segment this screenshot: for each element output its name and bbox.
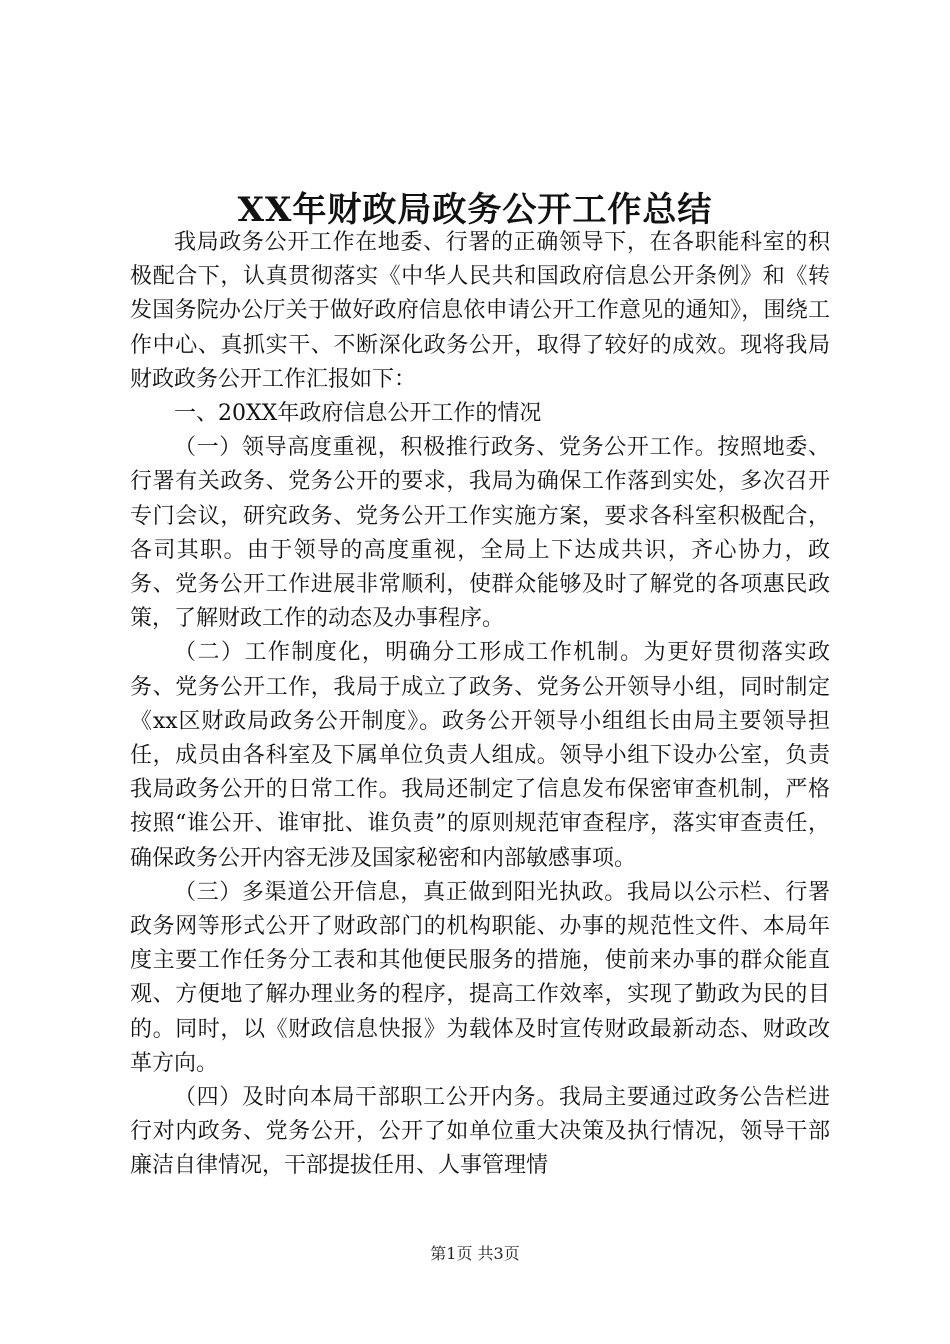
document-body: [130, 226, 830, 1184]
paragraph-item-1: （一）领导高度重视，积极推行政务、党务公开工作。按照地委、行署有关政务、党务公开的要求，我局为确保工作落到实处，多次召开专门会议，研究政务、党务公开工作实施方案，要求各科室积极配合，各司其职。由于领导的高度重视，全局上下达成共识，齐心协力，政务、党务公开工作进展非常顺利，使群众能够及时了解党的各项惠民政策，了解财政工作的动态及办事程序。: [130, 435, 830, 632]
paragraph-item-3: （三）多渠道公开信息，真正做到阳光执政。我局以公示栏、行署政务网等形式公开了财政部门的机构职能、办事的规范性文件、本局年度主要工作任务分工表和其他便民服务的措施，使前来办事的群众能直观、方便地了解办理业务的程序，提高工作效率，实现了勤政为民的目的。同时，以《财政信息快报》为载体及时宣传财政最新动态、财政改革方向。: [130, 879, 830, 1076]
page-footer: 第1页 共3页: [430, 1244, 520, 1263]
document-title: XX年财政局政务公开工作总结: [237, 190, 713, 230]
paragraph-item-2: （二）工作制度化，明确分工形成工作机制。为更好贯彻落实政务、党务公开工作，我局于成立了政务、党务公开领导小组，同时制定《xx区财政局政务公开制度》。政务公开领导小组组长由局主要领导担任，成员由各科室及下属单位负责人组成。领导小组下设办公室，负责我局政务公开的日常工作。我局还制定了信息发布保密审查机制，严格按照“谁公开、谁审批、谁负责”的原则规范审查程序，落实审查责任，确保政务公开内容无涉及国家秘密和内部敏感事项。: [130, 640, 830, 871]
paragraph-intro: 我局政务公开工作在地委、行署的正确领导下，在各职能科室的积极配合下，认真贯彻落实《中华人民共和国政府信息公开条例》和《转发国务院办公厅关于做好政府信息依申请公开工作意见的通知》，围绕工作中心、真抓实干、不断深化政务公开，取得了较好的成效。现将我局财政政务公开工作汇报如下：: [130, 230, 830, 392]
paragraph-item-4: （四）及时向本局干部职工公开内务。我局主要通过政务公告栏进行对内政务、党务公开，公开了如单位重大决策及执行情况，领导干部廉洁自律情况，干部提拔任用、人事管理情: [130, 1085, 830, 1179]
section-heading-1: 一、20XX年政府信息公开工作的情况: [174, 401, 542, 427]
